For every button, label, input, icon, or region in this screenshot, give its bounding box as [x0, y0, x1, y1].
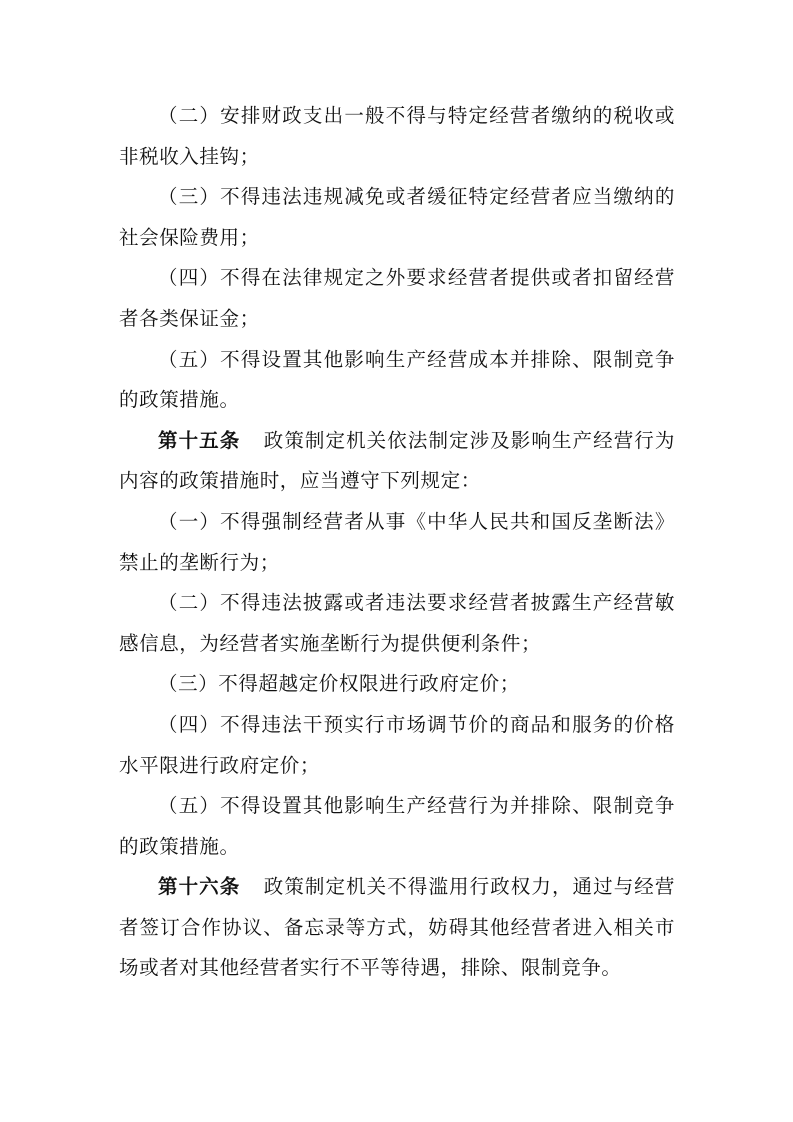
article-16	[119, 867, 675, 989]
article-15-item-1	[119, 502, 675, 583]
paragraph-text: （一）不得强制经营者从事《中华人民共和国反垄断法》禁止的垄断行为；	[119, 509, 675, 574]
paragraph-text: （二）不得违法披露或者违法要求经营者披露生产经营敏感信息，为经营者实施垄断行为提供便利条件；	[119, 591, 675, 655]
paragraph-item-2	[119, 96, 675, 177]
paragraph-text: （四）不得在法律规定之外要求经营者提供或者扣留经营者各类保证金；	[119, 266, 675, 330]
article-text: 政策制定机关依法制定涉及影响生产经营行为内容的政策措施时，应当遵守下列规定：	[119, 428, 675, 493]
paragraph-text: （五）不得设置其他影响生产经营成本并排除、限制竞争的政策措施。	[119, 347, 675, 412]
article-15	[119, 421, 675, 502]
article-15-item-2	[119, 583, 675, 664]
paragraph-text: （三）不得超越定价权限进行政府定价；	[158, 672, 520, 696]
paragraph-text: （二）安排财政支出一般不得与特定经营者缴纳的税收或非税收入挂钩；	[119, 104, 675, 168]
paragraph-text: （四）不得违法干预实行市场调节价的商品和服务的价格水平限进行政府定价；	[119, 712, 675, 777]
article-15-item-4	[119, 705, 675, 786]
article-text: 政策制定机关不得滥用行政权力，通过与经营者签订合作协议、备忘录等方式，妨碍其他经营者进入相关市场或者对其他经营者实行不平等待遇，排除、限制竞争。	[119, 875, 675, 980]
article-15-item-3	[119, 664, 675, 705]
article-title: 第十五条	[158, 428, 241, 452]
paragraph-item-5	[119, 340, 675, 421]
paragraph-text: （三）不得违法违规减免或者缓征特定经营者应当缴纳的社会保险费用；	[119, 185, 675, 249]
paragraph-item-4	[119, 258, 675, 339]
document-body	[119, 96, 675, 989]
paragraph-text: （五）不得设置其他影响生产经营行为并排除、限制竞争的政策措施。	[119, 794, 675, 858]
article-title: 第十六条	[158, 875, 241, 899]
paragraph-item-3	[119, 177, 675, 258]
article-15-item-5	[119, 786, 675, 867]
